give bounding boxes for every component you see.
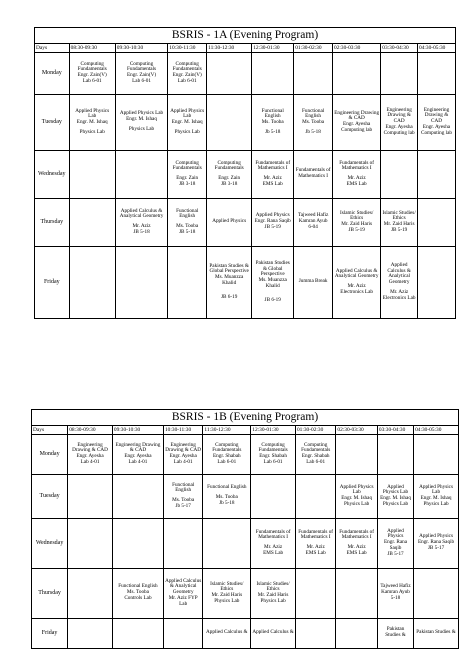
cell-text: Computing lab: [383, 129, 415, 136]
empty-cell: [336, 434, 378, 474]
cell-text: Applied Calculus & Analytical Geometry: [387, 261, 411, 286]
cell-text: Ms. Tooba: [302, 119, 325, 126]
cell-text: Fundamentals of Mathematics I: [298, 528, 334, 541]
empty-cell: [68, 474, 113, 518]
class-cell: [381, 94, 418, 150]
cell-text: Functional English: [207, 484, 247, 491]
empty-cell: [163, 618, 202, 648]
cell-text: EMS Lab: [263, 549, 284, 556]
day-row: [35, 52, 456, 94]
class-cell: [251, 518, 296, 568]
header-row: [35, 43, 456, 52]
cell-text: Mr. Aziz: [390, 288, 409, 295]
time-slot-header: 01:30-02:30: [294, 43, 333, 52]
cell-text: Engr. Rana Saqib: [417, 539, 455, 546]
empty-cell: [252, 52, 294, 94]
day-row: [35, 198, 456, 246]
cell-text: Lab 4-01: [128, 458, 148, 465]
empty-cell: [68, 518, 113, 568]
cell-text: Lab 6-01: [263, 458, 283, 465]
cell-text: 5-18: [390, 595, 401, 602]
cell-text: Engr. Shabah: [212, 453, 241, 460]
class-cell: [295, 434, 335, 474]
class-cell: [294, 94, 333, 150]
class-cell: [414, 518, 459, 568]
cell-text: Physics Lab: [79, 128, 105, 135]
cell-text: Computing lab: [341, 126, 373, 133]
empty-cell: [294, 52, 333, 94]
day-label: Thursday: [35, 198, 70, 246]
cell-text: Islamic Studies/ Ethics: [256, 580, 290, 593]
empty-cell: [418, 198, 456, 246]
empty-cell: [377, 434, 413, 474]
class-cell: [381, 198, 418, 246]
class-cell: [112, 434, 163, 474]
cell-text: Applied Physics Lab: [419, 483, 453, 496]
cell-text: Islamic Studies/ Ethics: [340, 209, 374, 222]
class-cell: [163, 474, 202, 518]
cell-text: Engr. M. Ishaq: [126, 116, 157, 123]
empty-cell: [336, 618, 378, 648]
cell-text: Applied Calculus & Analytical Geometry: [119, 207, 164, 220]
class-cell: [252, 198, 294, 246]
cell-text: Mr. Zaid Haris: [211, 592, 243, 599]
cell-text: Lab 4-01: [173, 458, 193, 465]
cell-text: Controls Lab: [124, 595, 152, 602]
class-cell: [115, 94, 167, 150]
cell-text: Physics Lab: [214, 597, 240, 604]
class-cell: [414, 618, 459, 648]
cell-text: Fundamentals of Mathematics I: [339, 528, 375, 541]
cell-text: EMS Lab: [346, 180, 367, 187]
class-cell: [377, 618, 413, 648]
cell-text: Pakistan Studies & Global Perspective: [255, 259, 290, 278]
cell-text: Computing lab: [421, 129, 452, 136]
class-cell: [333, 94, 381, 150]
cell-text: Engr. Ayesha: [169, 453, 197, 460]
empty-cell: [112, 618, 163, 648]
cell-text: Engr. Shabah: [259, 453, 287, 460]
day-label: Monday: [35, 52, 70, 94]
empty-cell: [251, 474, 296, 518]
class-cell: [333, 246, 381, 318]
cell-text: Mr. Aziz: [264, 544, 283, 551]
class-cell: [203, 568, 251, 618]
cell-text: Applied Calculus &: [252, 629, 294, 636]
timetable-title: BSRIS - 1A (Evening Program): [35, 28, 456, 44]
cell-text: Computing Fundamentals: [77, 60, 107, 73]
cell-text: Jb 5-17: [175, 502, 191, 509]
cell-text: Engr. Ayesha: [124, 453, 152, 460]
day-row: [32, 474, 459, 518]
cell-text: 6-04: [308, 224, 318, 231]
cell-text: Mr. Aziz: [263, 175, 282, 182]
day-row: [32, 434, 459, 474]
days-header: Days: [35, 43, 70, 52]
time-slot-header: 09:30-10:30: [112, 425, 163, 434]
cell-text: Engineering Drawing & CAD: [115, 441, 161, 454]
class-cell: [336, 474, 378, 518]
time-slot-header: 09:30-10:30: [115, 43, 167, 52]
class-cell: [163, 568, 202, 618]
time-slot-header: 11:30-12:30: [203, 425, 251, 434]
cell-text: Physics Lab: [128, 126, 155, 133]
empty-cell: [203, 518, 251, 568]
class-cell: [203, 474, 251, 518]
cell-text: Mr. Aziz: [347, 544, 366, 551]
empty-cell: [69, 198, 115, 246]
class-cell: [69, 52, 115, 94]
cell-text: Lab 4-01: [80, 458, 100, 465]
cell-text: Functional English: [118, 583, 158, 590]
timetable-1a: [34, 27, 456, 319]
day-row: [35, 150, 456, 198]
cell-text: Applied Physics: [387, 527, 404, 540]
cell-text: Computing Fundamentals: [172, 159, 202, 172]
empty-cell: [112, 474, 163, 518]
cell-text: Computing Fundamentals: [214, 159, 244, 172]
cell-text: Engr. Zain(V): [77, 72, 107, 79]
cell-text: Applied Physics Lab: [382, 483, 409, 496]
cell-text: Functional English: [172, 481, 195, 494]
cell-text: Ms. Tooba: [172, 497, 195, 504]
cell-text: Engr. Zain: [218, 175, 241, 182]
cell-text: Tajweed Hafiz Kamran Ayub: [297, 212, 329, 225]
cell-text: JB 3-18: [179, 180, 196, 187]
day-row: [35, 246, 456, 318]
class-cell: [115, 198, 167, 246]
cell-text: Engr. Zain(V): [172, 72, 202, 79]
class-cell: [377, 518, 413, 568]
day-label: Tuesday: [35, 94, 70, 150]
cell-text: Applied Physics Lab: [75, 107, 110, 120]
day-label: Wednesday: [32, 518, 68, 568]
cell-text: Electronics Lab: [340, 288, 373, 295]
cell-text: EMS Lab: [262, 180, 283, 187]
cell-text: Applied Calculus & Analytical Geometry: [334, 267, 379, 280]
cell-text: Engr. Ayesha: [422, 124, 451, 131]
class-cell: [377, 568, 413, 618]
day-row: [32, 618, 459, 648]
class-cell: [418, 94, 456, 150]
cell-text: Islamic Studies/ Ethics: [210, 580, 244, 593]
cell-text: Engr. Zain: [176, 175, 199, 182]
class-cell: [168, 94, 207, 150]
class-cell: [115, 52, 167, 94]
day-row: [32, 568, 459, 618]
class-cell: [163, 434, 202, 474]
cell-text: Applied Physics Lab: [170, 107, 205, 120]
day-label: Monday: [32, 434, 68, 474]
cell-text: Engr. M. Ishaq: [171, 119, 203, 126]
day-label: Friday: [32, 618, 68, 648]
cell-text: Mr. Aziz: [132, 223, 151, 230]
class-cell: [252, 94, 294, 150]
cell-text: Fundamentals of Mathematics I: [295, 167, 331, 180]
cell-text: Functional English: [302, 107, 325, 120]
cell-text: Jb 5-18: [305, 128, 321, 135]
cell-text: Engr. Ayesha: [76, 453, 104, 460]
cell-text: Engineering Drawing & CAD: [386, 106, 412, 125]
cell-text: Jb 5-18: [264, 128, 281, 135]
day-label: Wednesday: [35, 150, 70, 198]
cell-text: Mr. Aziz: [347, 175, 366, 182]
cell-text: Applied Calculus &: [206, 629, 248, 636]
empty-cell: [207, 52, 252, 94]
class-cell: [377, 474, 413, 518]
time-slot-header: 04:30-05:30: [418, 43, 456, 52]
class-cell: [333, 150, 381, 198]
timetable-title: BSRIS - 1B (Evening Program): [32, 410, 459, 426]
cell-text: Engr. M. Ishaq: [380, 495, 411, 502]
time-slot-header: 08:30-09:30: [68, 425, 113, 434]
cell-text: Engr. Ayesha: [385, 124, 413, 131]
title-row: [35, 28, 456, 44]
cell-text: Islamic Studies/ Ethics: [382, 209, 416, 222]
class-cell: [68, 434, 113, 474]
title-row: [32, 410, 459, 426]
cell-text: Mr. Aziz FYP: [168, 595, 198, 602]
cell-text: Engineering Drawing & CAD: [165, 441, 202, 454]
cell-text: JB 6-19: [221, 293, 238, 300]
empty-cell: [295, 474, 335, 518]
time-slot-header: 04:30-05:30: [414, 425, 459, 434]
time-slot-header: 02:30-03:30: [333, 43, 381, 52]
cell-text: Engr. M. Ishaq: [420, 495, 452, 502]
empty-cell: [295, 568, 335, 618]
cell-text: Computing Fundamentals: [212, 441, 242, 454]
cell-text: Engineering Drawing & CAD: [334, 109, 380, 122]
time-slot-header: 08:30-09:30: [69, 43, 115, 52]
cell-text: JB 5-17: [387, 550, 404, 557]
empty-cell: [295, 618, 335, 648]
empty-cell: [414, 568, 459, 618]
cell-text: Physics Lab: [423, 500, 449, 507]
cell-text: Tajweed Hafiz Kamran Ayub: [380, 583, 411, 596]
class-cell: [333, 198, 381, 246]
cell-text: Engr. Rana Saqib: [383, 539, 408, 552]
day-row: [32, 518, 459, 568]
cell-text: Engr. M. Ishaq: [341, 495, 373, 502]
day-label: Thursday: [32, 568, 68, 618]
class-cell: [252, 150, 294, 198]
time-slot-header: 12:30-01:30: [252, 43, 294, 52]
cell-text: Computing Fundamentals: [126, 60, 157, 73]
cell-text: EMS Lab: [305, 549, 326, 556]
empty-cell: [418, 52, 456, 94]
cell-text: Functional English: [261, 107, 284, 120]
empty-cell: [418, 246, 456, 318]
empty-cell: [112, 518, 163, 568]
cell-text: Ms. Tooba: [215, 494, 238, 501]
cell-text: Engr. Rana Saqib: [254, 218, 291, 225]
cell-text: Lab 6-01: [132, 77, 151, 84]
class-cell: [252, 246, 294, 318]
day-label: Friday: [35, 246, 70, 318]
cell-text: Physics Lab: [260, 597, 286, 604]
cell-text: Mr. Aziz: [347, 283, 366, 290]
cell-text: Engineering Drawing & CAD: [72, 441, 108, 454]
cell-text: Engr. Shabah: [301, 453, 330, 460]
cell-text: Fundamentals of Mathematics I: [255, 159, 291, 172]
cell-text: JB 3-18: [221, 180, 238, 187]
cell-text: Physics Lab: [344, 500, 370, 507]
empty-cell: [115, 246, 167, 318]
time-slot-header: 11:30-12:30: [207, 43, 252, 52]
time-slot-header: 12:30-01:30: [251, 425, 296, 434]
cell-text: Mr. Aziz: [306, 544, 325, 551]
cell-text: Jb 5-18: [219, 500, 235, 507]
class-cell: [294, 246, 333, 318]
time-slot-header: 10:30-11:30: [163, 425, 202, 434]
cell-text: Ms. Tooba: [176, 223, 199, 230]
time-slot-header: 03:30-04:30: [377, 425, 413, 434]
cell-text: Computing Fundamentals: [258, 441, 288, 454]
cell-text: Electronics Lab: [382, 294, 416, 301]
cell-text: Mr. Zaid Haris: [383, 221, 415, 228]
cell-text: Engr. Zain(V): [126, 72, 157, 79]
class-cell: [168, 198, 207, 246]
class-cell: [381, 246, 418, 318]
cell-text: JB 5-17: [427, 545, 445, 552]
time-slot-header: 03:30-04:30: [381, 43, 418, 52]
empty-cell: [418, 150, 456, 198]
cell-text: Ms. Tooba: [261, 119, 284, 126]
class-cell: [414, 474, 459, 518]
empty-cell: [168, 246, 207, 318]
time-slot-header: 01:30-02:30: [295, 425, 335, 434]
cell-text: Computing Fundamentals: [172, 60, 202, 73]
cell-text: JB 5-19: [390, 226, 408, 233]
empty-cell: [336, 568, 378, 618]
timetable-1b: [31, 409, 459, 649]
cell-text: Applied Physics: [212, 218, 247, 225]
cell-text: Lab 6-01: [217, 458, 237, 465]
class-cell: [251, 434, 296, 474]
empty-cell: [207, 94, 252, 150]
cell-text: Engr. M. Ishaq: [76, 119, 108, 126]
cell-text: Pakistan Studies & Global Perspective: [209, 262, 249, 275]
cell-text: Applied Calculus & Analytical Geometry: [165, 577, 202, 596]
cell-text: Lab 6-01: [177, 77, 197, 84]
cell-text: JB 5-18: [179, 228, 196, 235]
class-cell: [168, 150, 207, 198]
empty-cell: [163, 518, 202, 568]
class-cell: [295, 518, 335, 568]
empty-cell: [115, 150, 167, 198]
cell-text: JB 6-19: [264, 296, 281, 303]
cell-text: JB 5-18: [133, 228, 150, 235]
cell-text: Pakistan Studies &: [416, 629, 456, 636]
day-row: [35, 94, 456, 150]
cell-text: Applied Physics: [255, 212, 290, 219]
cell-text: Engineering Drawing & CAD: [423, 106, 450, 125]
cell-text: Physics Lab: [174, 128, 200, 135]
class-cell: [69, 94, 115, 150]
cell-text: Ms. Tooba: [126, 589, 149, 596]
days-header: Days: [32, 425, 68, 434]
cell-text: Ms. Muanzza Khalid: [215, 274, 244, 287]
class-cell: [251, 568, 296, 618]
time-slot-header: 02:30-03:30: [336, 425, 378, 434]
cell-text: Fundamentals of Mathematics I: [339, 159, 375, 172]
empty-cell: [68, 568, 113, 618]
cell-text: EMS Lab: [346, 549, 367, 556]
cell-text: Lab 6-01: [82, 77, 102, 84]
empty-cell: [69, 150, 115, 198]
cell-text: Applied Physics Lab: [119, 110, 164, 117]
cell-text: Applied Physics Lab: [339, 483, 374, 496]
cell-text: Ms. Muanzza Khalid: [258, 277, 287, 289]
empty-cell: [69, 246, 115, 318]
cell-text: Mr. Zaid Haris: [257, 592, 289, 599]
empty-cell: [381, 150, 418, 198]
time-slot-header: 10:30-11:30: [168, 43, 207, 52]
cell-text: Engr. Ayesha: [343, 121, 371, 128]
empty-cell: [68, 618, 113, 648]
class-cell: [207, 150, 252, 198]
empty-cell: [333, 52, 381, 94]
empty-cell: [381, 52, 418, 94]
class-cell: [207, 246, 252, 318]
cell-text: Physics Lab: [382, 500, 409, 507]
cell-text: Computing Fundamentals: [301, 441, 331, 454]
header-row: [32, 425, 459, 434]
day-label: Tuesday: [32, 474, 68, 518]
class-cell: [207, 198, 252, 246]
cell-text: Functional English: [176, 207, 199, 220]
class-cell: [336, 518, 378, 568]
class-cell: [294, 198, 333, 246]
class-cell: [294, 150, 333, 198]
cell-text: Pakistan Studies &: [385, 626, 406, 639]
empty-cell: [414, 434, 459, 474]
class-cell: [112, 568, 163, 618]
class-cell: [168, 52, 207, 94]
class-cell: [251, 618, 296, 648]
cell-text: Lab 6-01: [306, 458, 326, 465]
cell-text: JB 5-19: [264, 224, 281, 231]
cell-text: Jumma Break: [298, 278, 328, 285]
cell-text: JB 5-19: [348, 226, 365, 233]
class-cell: [203, 434, 251, 474]
cell-text: Mr. Zaid Haris: [341, 221, 372, 228]
cell-text: Lab: [179, 600, 188, 607]
cell-text: Fundamentals of Mathematics I: [255, 528, 291, 541]
cell-text: Applied Physics: [419, 533, 453, 540]
class-cell: [203, 618, 251, 648]
